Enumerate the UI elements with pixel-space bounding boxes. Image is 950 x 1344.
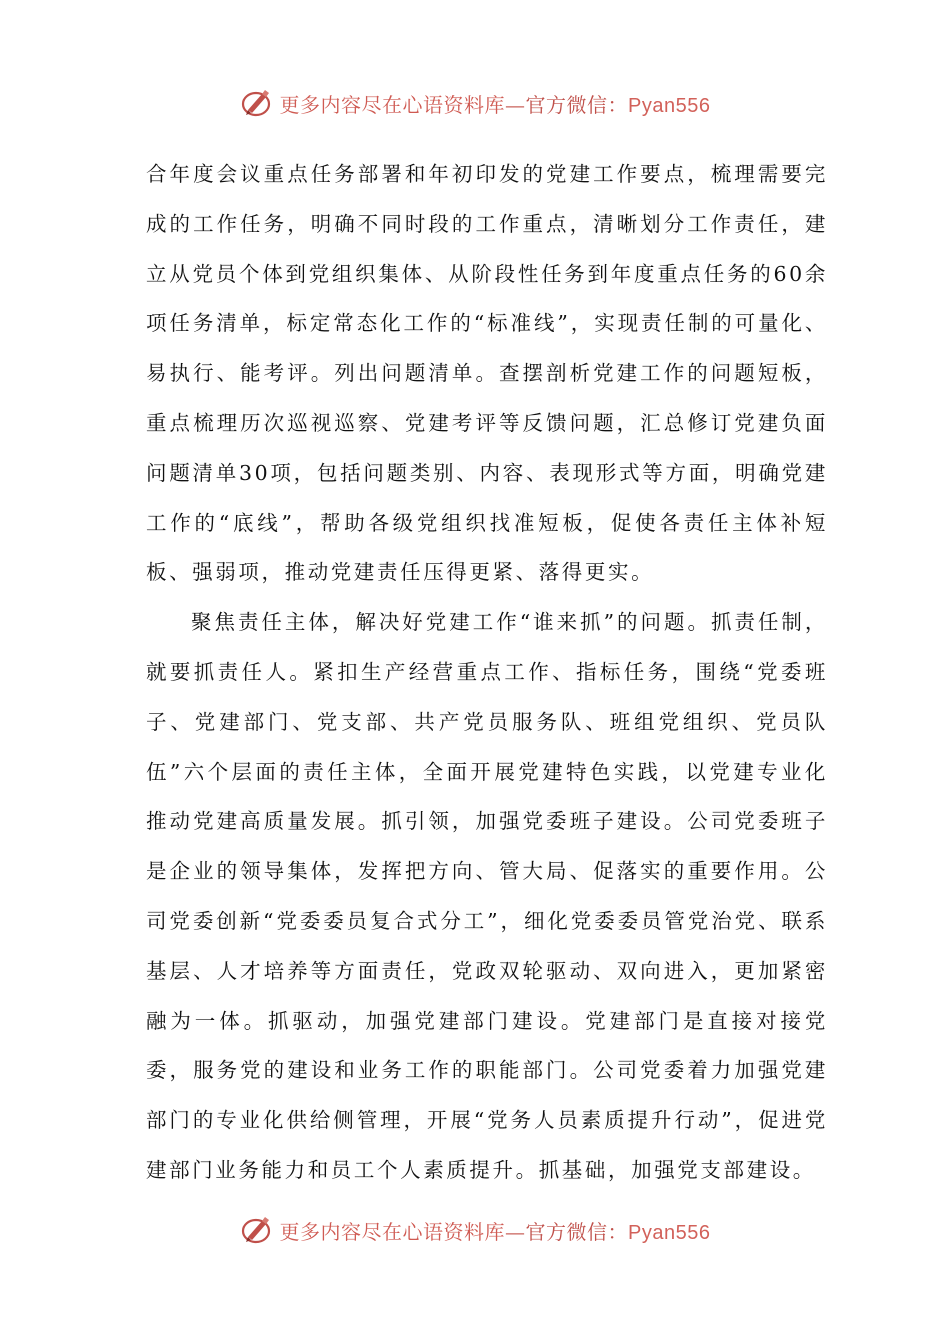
footer-banner <box>0 1210 950 1250</box>
footer-brand: 更多内容尽在心语资料库 <box>279 1219 506 1244</box>
paragraph-2: 聚焦责任主体，解决好党建工作“谁来抓”的问题。抓责任制，就要抓责任人。紧扣生产经营重点工作、指标任务，围绕“党委班子、党建部门、党支部、共产党员服务队、班组党组织、党员队伍”六个层面的责任主体，全面开展党建特色实践，以党建专业化推动党建高质量发展。抓引领，加强党委班子建设。公司党委班子是企业的领导集体，发挥把方向、管大局、促落实的重要作用。公司党委创新“党委委员复合式分工”，细化党委委员管党治党、联系基层、人才培养等方面责任，党政双轮驱动、双向进入，更加紧密融为一体。抓驱动，加强党建部门建设。党建部门是直接对接党委，服务党的建设和业务工作的职能部门。公司党委着力加强党建部门的专业化供给侧管理，开展“党务人员素质提升行动”，促进党建部门业务能力和员工个人素质提升。抓基础，加强党支部建设。 <box>146 610 828 1182</box>
header-banner-text <box>280 89 711 118</box>
pen-logo-icon <box>240 1213 274 1247</box>
footer-separator: — <box>505 1219 526 1244</box>
paragraph-1: 合年度会议重点任务部署和年初印发的党建工作要点，梳理需要完成的工作任务，明确不同时段的工作重点，清晰划分工作责任，建立从党员个体到党组织集体、从阶段性任务到年度重点任务的60余项任务清单，标定常态化工作的“标准线”，实现责任制的可量化、易执行、能考评。列出问题清单。查摆剖析党建工作的问题短板，重点梳理历次巡视巡察、党建考评等反馈问题，汇总修订党建负面问题清单30项，包括问题类别、内容、表现形式等方面，明确党建工作的“底线”，帮助各级党组织找准短板，促使各责任主体补短板、强弱项，推动党建责任压得更紧、落得更实。 <box>146 162 828 585</box>
footer-banner-text <box>280 1216 711 1245</box>
header-banner <box>0 83 950 123</box>
footer-wechat-account: Pyan556 <box>628 1221 711 1244</box>
pen-logo-icon <box>240 86 274 120</box>
header-wechat-account: Pyan556 <box>628 94 711 117</box>
document-body <box>146 150 828 1196</box>
footer-wechat-label: 官方微信： <box>525 1219 629 1244</box>
header-wechat-label: 官方微信： <box>525 92 629 117</box>
header-brand: 更多内容尽在心语资料库 <box>279 92 506 117</box>
header-separator: — <box>505 92 526 117</box>
